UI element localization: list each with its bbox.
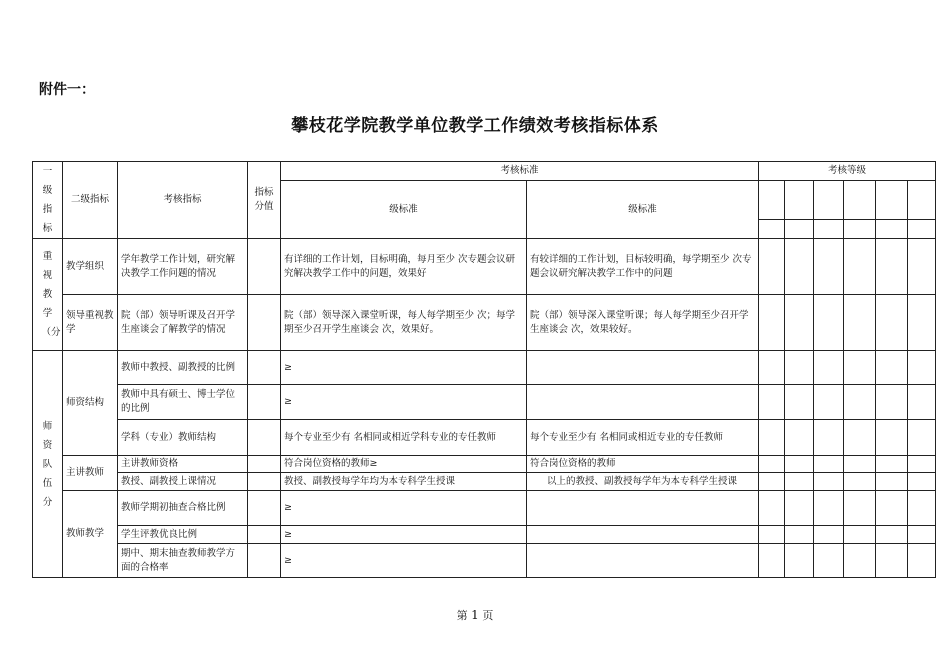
std1-cell: ≥ [281,351,527,385]
std1-cell: ≥ [281,544,527,578]
std1-cell: 院（部）领导深入课堂听课，每人每学期至少 次；每学期至少召开学生座谈会 次，效果好。 [281,295,527,351]
header-std-col1: 级标准 [281,181,527,239]
std2-cell [527,385,759,420]
header-level2: 二级指标 [63,162,118,239]
indicator-cell: 教授、副教授上课情况 [118,473,248,491]
std1-cell: ≥ [281,526,527,544]
std2-cell: 有较详细的工作计划，目标较明确，每学期至少 次专题会议研究解决教学工作中的问题 [527,239,759,295]
std1-cell: 教授、副教授每学年均为本专科学生授课 [281,473,527,491]
level2-cell: 教师教学 [63,491,118,578]
header-standard: 考核标准 [281,162,759,181]
std2-cell: 每个专业至少有 名相同或相近专业的专任教师 [527,420,759,456]
section-level1: 重视教学（分 [33,239,63,351]
indicator-cell: 主讲教师资格 [118,456,248,473]
table-row [33,491,936,526]
std1-cell: ≥ [281,385,527,420]
level2-cell: 领导重视教学 [63,295,118,351]
table-row [33,385,936,420]
table-row [33,295,936,351]
level2-cell: 师资结构 [63,351,118,456]
table-row [33,544,936,578]
std2-cell: 符合岗位资格的教师 [527,456,759,473]
footer-prefix: 第 [456,609,468,622]
std2-cell [527,526,759,544]
std1-cell: ≥ [281,491,527,526]
header-grade: 考核等级 [759,162,936,181]
std2-cell [527,351,759,385]
indicator-cell: 学生评教优良比例 [118,526,248,544]
header-indicator: 考核指标 [118,162,248,239]
header-level1: 一级指标 [33,162,63,239]
indicator-cell: 学科（专业）教师结构 [118,420,248,456]
section-level1: 师资队伍分 [33,351,63,578]
std2-cell [527,491,759,526]
std1-cell: 每个专业至少有 名相同或相近学科专业的专任教师 [281,420,527,456]
std2-cell: 院（部）领导深入课堂听课；每人每学期至少召开学生座谈会 次，效果较好。 [527,295,759,351]
table-row [33,420,936,456]
header-std-col2: 级标准 [527,181,759,239]
page-number: 1 [471,608,479,622]
indicator-cell: 教师学期初抽查合格比例 [118,491,248,526]
std1-cell: 符合岗位资格的教师≥ [281,456,527,473]
indicator-cell: 教师中具有硕士、博士学位的比例 [118,385,248,420]
table-row [33,351,936,385]
table-row [33,239,936,295]
std2-cell [527,544,759,578]
indicator-cell: 期中、期末抽查教师教学方面的合格率 [118,544,248,578]
table-row [33,526,936,544]
page-footer [0,607,950,623]
indicator-cell: 学年教学工作计划，研究解决教学工作问题的情况 [118,239,248,295]
indicator-cell: 院（部）领导听课及召开学生座谈会了解教学的情况 [118,295,248,351]
page-title: 攀枝花学院教学单位教学工作绩效考核指标体系 [291,116,659,136]
std2-cell: 以上的教授、副教授每学年为本专科学生授课 [527,473,759,491]
table-row [33,473,936,491]
footer-suffix: 页 [482,609,494,622]
std1-cell: 有详细的工作计划，目标明确，每月至少 次专题会议研究解决教学工作中的问题，效果好 [281,239,527,295]
attachment-label: 附件一： [39,82,95,98]
table-row [33,456,936,473]
header-score: 指标分值 [248,162,281,239]
indicator-cell: 教师中教授、副教授的比例 [118,351,248,385]
level2-cell: 主讲教师 [63,456,118,491]
assessment-table [32,161,936,578]
level2-cell: 教学组织 [63,239,118,295]
